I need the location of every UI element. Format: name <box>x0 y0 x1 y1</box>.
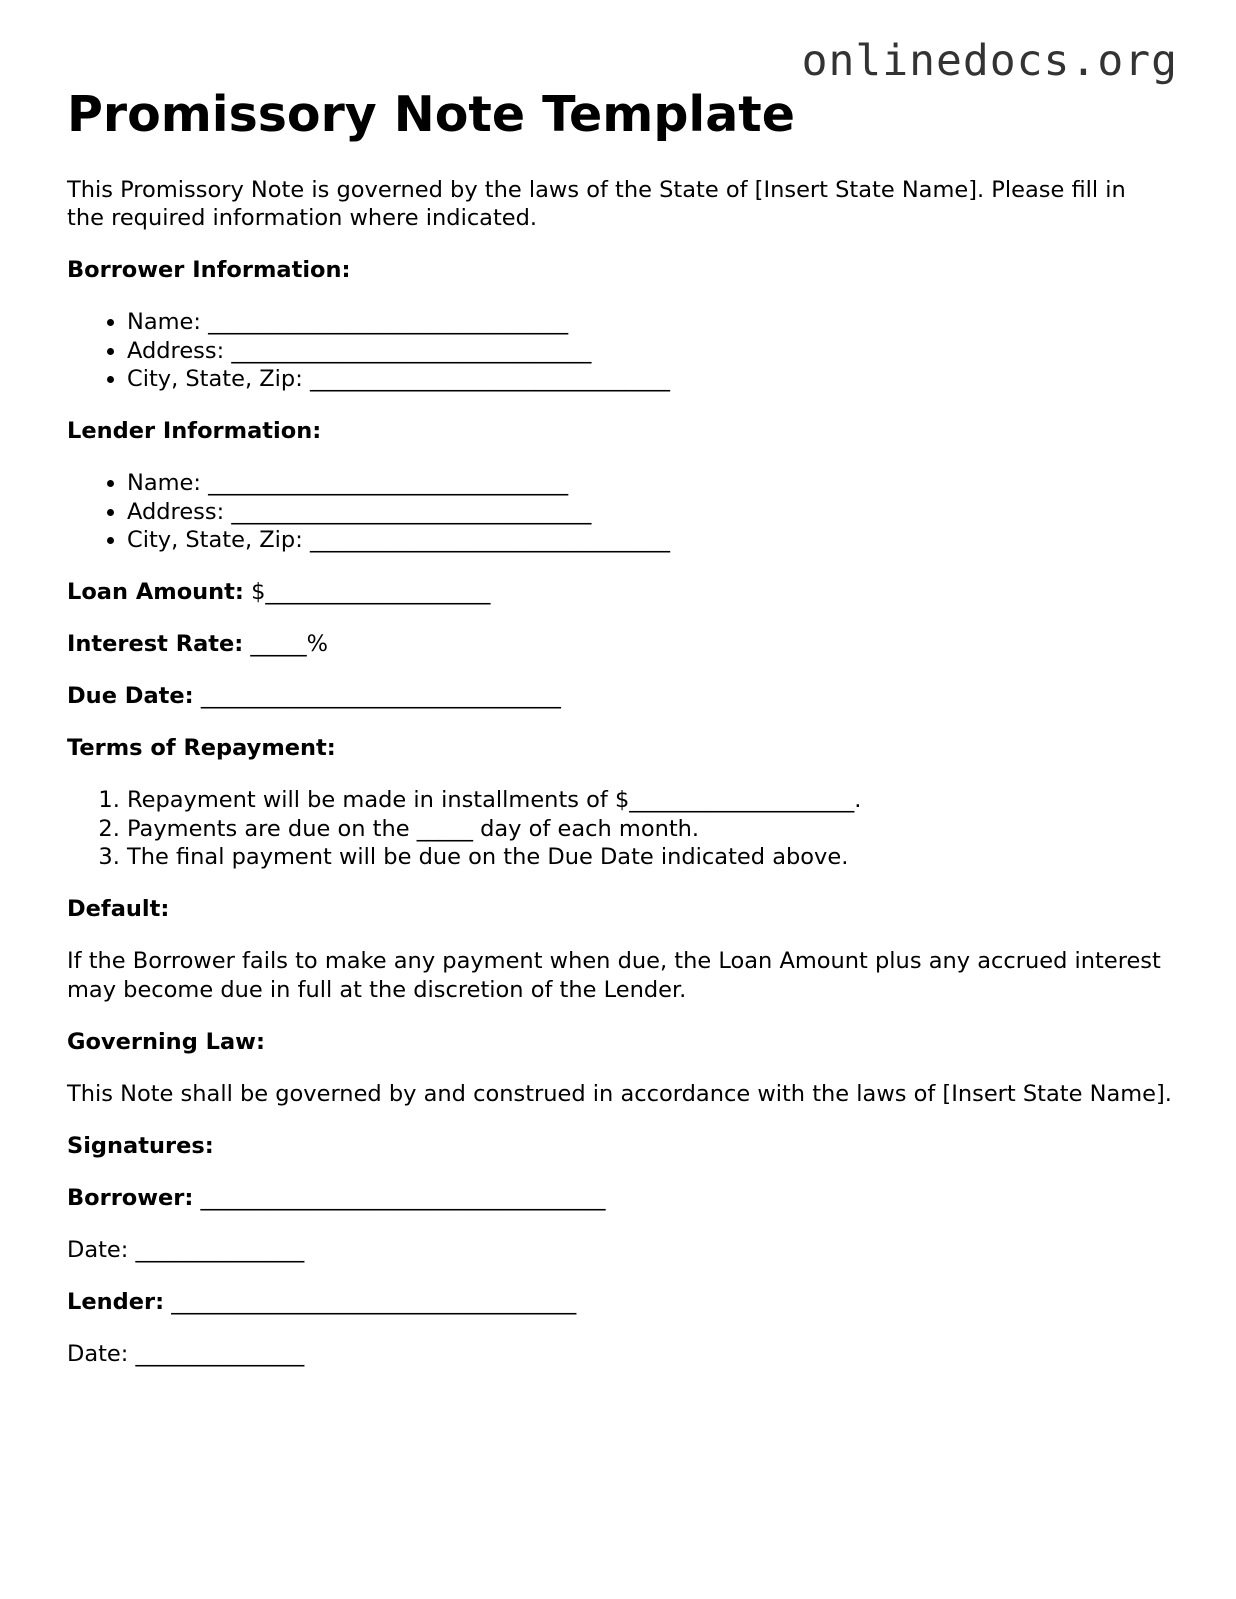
terms-item-due-day: 2. Payments are due on the _____ day of each month. <box>127 815 1177 844</box>
lender-signature-line <box>67 1288 1177 1317</box>
loan-amount-label: Loan Amount: <box>67 579 244 606</box>
borrower-name-field: • Name: ________________________________ <box>127 308 1177 337</box>
lender-address-field: • Address: ________________________________ <box>127 498 1177 527</box>
terms-item-final-payment: 3. The final payment will be due on the Due Date indicated above. <box>127 843 1177 872</box>
loan-amount-line <box>67 578 1177 607</box>
borrower-info-list <box>67 308 1177 394</box>
lender-info-list <box>67 469 1177 555</box>
borrower-address-field: • Address: ________________________________ <box>127 337 1177 366</box>
interest-rate-blank: _____% <box>243 631 329 658</box>
due-date-line <box>67 682 1177 711</box>
watermark: onlinedocs.org <box>801 36 1178 86</box>
lender-city-state-zip-field: • City, State, Zip: ________________________________ <box>127 526 1177 555</box>
borrower-signature-line <box>67 1184 1177 1213</box>
interest-rate-label: Interest Rate: <box>67 631 244 658</box>
loan-amount-blank: $____________________ <box>243 579 491 606</box>
terms-item-installments: 1. Repayment will be made in installments of $____________________. <box>127 786 1177 815</box>
borrower-date-line: Date: _______________ <box>67 1236 305 1263</box>
signatures-heading: Signatures: <box>67 1132 214 1159</box>
due-date-label: Due Date: <box>67 683 194 710</box>
lender-date-line: Date: _______________ <box>67 1340 305 1367</box>
intro-paragraph: This Promissory Note is governed by the laws of the State of [Insert State Name]. Please fill in the required information where indicated. <box>67 176 1126 232</box>
governing-law-heading: Governing Law: <box>67 1028 265 1055</box>
terms-list <box>67 786 1177 872</box>
borrower-signature-label: Borrower: <box>67 1184 194 1211</box>
borrower-info-heading: Borrower Information: <box>67 257 351 284</box>
lender-name-field: • Name: ________________________________ <box>127 469 1177 498</box>
lender-info-heading: Lender Information: <box>67 418 322 445</box>
default-heading: Default: <box>67 896 170 923</box>
lender-signature-label: Lender: <box>67 1288 165 1315</box>
borrower-city-state-zip-field: • City, State, Zip: ________________________________ <box>127 365 1177 394</box>
lender-signature-blank: ____________________________________ <box>164 1288 577 1315</box>
default-paragraph: If the Borrower fails to make any payment when due, the Loan Amount plus any accrued interest may become due in full at the discretion of the Lender. <box>67 948 1161 1003</box>
borrower-signature-blank: ____________________________________ <box>193 1184 606 1211</box>
document-page <box>67 88 1177 1368</box>
page-title: Promissory Note Template <box>67 86 795 143</box>
terms-heading: Terms of Repayment: <box>67 735 336 762</box>
governing-law-paragraph: This Note shall be governed by and construed in accordance with the laws of [Insert State Name]. <box>67 1080 1172 1107</box>
interest-rate-line <box>67 630 1177 659</box>
due-date-blank: ________________________________ <box>193 683 561 710</box>
